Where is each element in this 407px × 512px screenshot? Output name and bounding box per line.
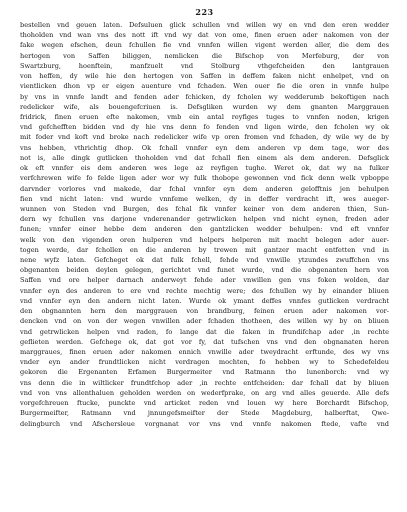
text-line: mit foder vnd koft vnd broke nach redelicker wife vp oren fromen vnd fchaden, dy wile wy de by bbox=[20, 133, 389, 142]
text-line: Swartzburg, hoenftein, manfzuelt vnd Stolburg vthgefcheiden den lantgrauen bbox=[20, 61, 389, 70]
text-line: welk von den vigenden oren hulperen vnd helpers helperen mit macht belegen ader auer- bbox=[20, 235, 389, 244]
text-line: vns denn die in wiltlicker frundtfchop ader ,in rechte entfcheiden: dar fchall dat by bliuen bbox=[20, 378, 389, 387]
text-line: Burgermeifter, Ratmann vnd jnnungefsmeifter der Stede Magdeburg, halberftat, Qwe- bbox=[20, 409, 389, 418]
text-line: fien vnd nicht laten: vnd wurde vnnfeme welken, dy in deffer verdracht ift, wes aueger- bbox=[20, 194, 389, 203]
text-line: vnnfer eyn des anderen to ere vnd rechte mechtig were; des fchullen wy by einander bliuen bbox=[20, 286, 389, 295]
text-line: ok eft vnnfer eis dem anderen wes lege az reyfigen tughe. Weret ok, dat wy na fulker bbox=[20, 164, 389, 173]
text-line: vnd von vns allenthaluen geholden werden on wederfprake, on arg vnd alles geuerde. Alle defs bbox=[20, 388, 389, 397]
text-line: vientlicken dhon vp er eigen auenture vnd fchaden. Wen ouer fie die oren in vnnfe hulpe bbox=[20, 82, 389, 91]
text-line: vnd vnnfer eyn den andern nicht laten. Wurde ok ymant deffes vnnfes gutlicken verdracht bbox=[20, 296, 389, 305]
text-line: vnd getrwlicken helpen vnd raden, fo lange dat die faken in frundifchap ader ,in rechte bbox=[20, 327, 389, 336]
text-line: hertogen von Saffen biliggen, nemlicken die Bifschop von Merfeburg, der von bbox=[20, 51, 389, 60]
text-line: den obgnannten hern den marggrauen von brandburg, feinen eruen ader nakomen vor- bbox=[20, 307, 389, 316]
text-line: dencken vnd on von der wegen vnwillen ader fchaden thotheen, des willen wy by on bliuen bbox=[20, 317, 389, 326]
text-line: togen werde, dar fchollen en die anderen by trewen mit gantzer macht entfetten vnd in bbox=[20, 245, 389, 254]
text-line: not is, alle dingk gutlicken thoholden vnd dat fchall fien einem als dem anderen. Defsglick bbox=[20, 153, 389, 162]
text-line: vns hebben, vthrichtig dhop. Ok fchall vnnfer eyn dem anderen vp dem tage, wor des bbox=[20, 143, 389, 152]
text-line: verfchrewen wife fo felde ligen ader wor wy fulk thobope gewonnen vnd fick denn welk vpboppe bbox=[20, 174, 389, 183]
text-line: dern wy fchullen vns darjone vnderenander getrwlicken helpen vnd nicht eynen, freden ader bbox=[20, 215, 389, 224]
text-line: wunnen von Steden vnd Burgen, des fchal fik vnnfer keiner von dem anderen thien, Sun- bbox=[20, 204, 389, 213]
text-line: redelicker wife, als bouengefcriuen is. Defsgliken wurden wy dem gnanten Marggrauen bbox=[20, 102, 389, 111]
text-line: delingburch vnd Afschersleue vorgnanat vor vns vnd vnnfe nakomen ftede, vafte vnd bbox=[20, 419, 389, 428]
text-line: nene wyfz laten. Gefcheget ok dat fulk fchell, fehde vnd vnwille ytzundes zwuffchen vns bbox=[20, 256, 389, 265]
text-line: Saffen vnd ore helper darnach anderweyt fehde ader vnwillen gen vns foken wolden, dar bbox=[20, 276, 389, 285]
text-line: vnd gefchefften bidden vnd dy hie vns denn fo fenden vnd ligen wirde, den fcholen wy ok bbox=[20, 123, 389, 132]
text-line: marggraues, finen eruen ader nakomen ennich vnwille ader tweydracht erftunde, des wy vns bbox=[20, 348, 389, 356]
text-line: geflieten werden. Gefchege ok, dat got vor fy, dat tufschen vns vnd den obgnanaten heren bbox=[20, 337, 389, 346]
text-line: by vns in vnnfe landt and fenden ader fchicken, dy fcholen wy wedderumb bekoftigen nach bbox=[20, 92, 389, 101]
text-line: thoholden vnd wan vns des nott ift vnd wy dat von ome, finen eruen ader nakomen von der bbox=[20, 31, 389, 40]
text-line: bestellen vnd geuen laten. Defsuluen glick schullen vnd willen wy en vnd den eren wedder bbox=[20, 21, 389, 29]
body-text bbox=[20, 20, 389, 429]
text-line: darvnder vorlores vnd makede, dar fchal vnnfer eyn dem anderen gelofftnis jen behulpen bbox=[20, 184, 389, 193]
text-line: vnder eyn ander frundtlicken nicht verdragen mochten, fo hebben wy to Schedefeldeu bbox=[20, 358, 389, 367]
page-number: 223 bbox=[195, 7, 214, 17]
text-line: von heffen, dy wile hie den hertogen von Saffen in deffem faken nicht enhelpet, vnd on bbox=[20, 72, 389, 81]
text-line: fridrick, finen eruen efte nakomen, vmb ein antal reyfiges tuges to vnnfen noden, krigen bbox=[20, 112, 389, 121]
text-line: vorgefchreuen ftucke, punckte vnd articket reden vnd louen wy here Borchardt Bifschop, bbox=[20, 399, 389, 408]
text-line: obgenanten beiden deylen gelegen, gerichtet vnd funet wurde, vnd die obgenanten hern von bbox=[20, 266, 389, 275]
text-line: gekoren die Ergenanten Erfamen Burgermeiter vnd Ratmann tho lunenborch: vnd wy bbox=[20, 368, 389, 377]
text-line: fake wegen efschen, deun fchullen fie vnd vnnfen willen vigent werden aller, die dem des bbox=[20, 41, 389, 50]
text-line: funen; vnnfer einer hebbe dem anderen den gantzlicken wedder behulpen: vnd eft vnnfer bbox=[20, 225, 389, 234]
